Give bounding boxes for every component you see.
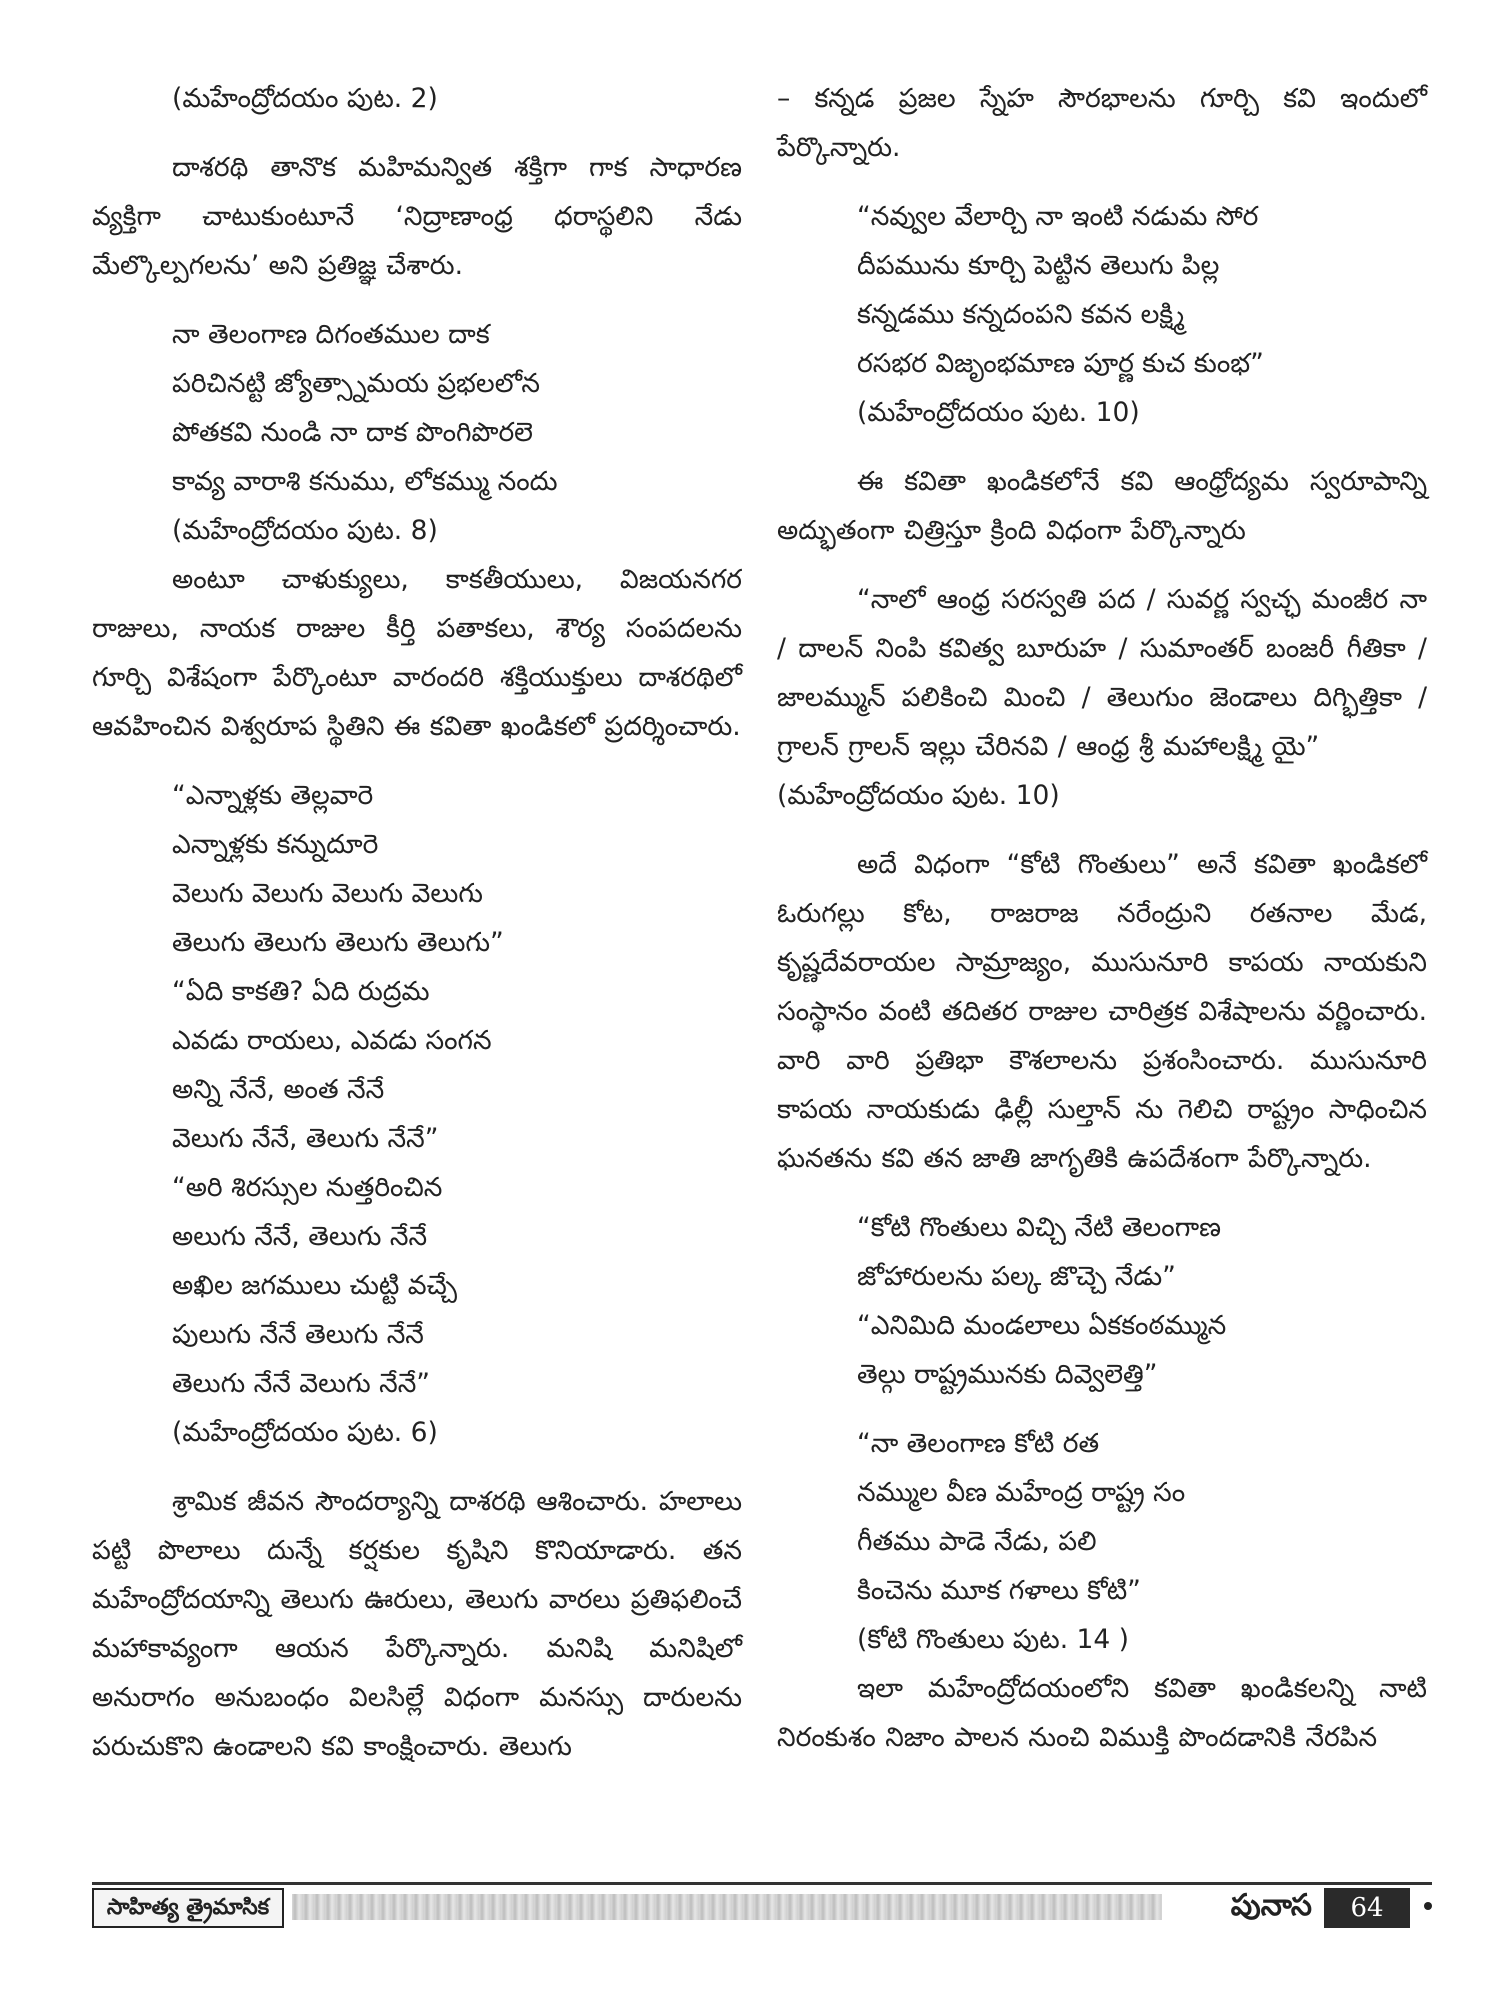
verse-block xyxy=(92,310,742,506)
page-number: 64 xyxy=(1324,1888,1410,1928)
verse-line: పులుగు నేనే తెలుగు నేనే xyxy=(172,1319,424,1350)
right-column xyxy=(777,74,1427,1762)
verse-line: వెలుగు నేనే, తెలుగు నేనే” xyxy=(172,1123,439,1154)
paragraph: ఈ కవితా ఖండికలోనే కవి ఆంధ్రోద్యమ స్వరూపాన్ని అద్భుతంగా చిత్రిస్తూ క్రింది విధంగా పేర్కొన్నారు xyxy=(777,466,1427,546)
footer-dot xyxy=(1424,1902,1432,1910)
footer-rule xyxy=(92,1882,1432,1885)
verse-block xyxy=(777,1203,1427,1399)
paragraph: శ్రామిక జీవన సౌందర్యాన్ని దాశరథి ఆశించారు. హలాలు పట్టి పొలాలు దున్నే కర్షకుల కృషిని కొనియాడారు. తన మహేంద్రోదయాన్ని తెలుగు ఊరులు, తెలుగు వారలు ప్రతిఫలించే మహాకావ్యంగా ఆయన పేర్కొన్నారు. మనిషి మనిషిలో అనురాగం అనుబంధం విలసిల్లే విధంగా మనస్సు దారులను పరుచుకొని ఉండాలని కవి కాంక్షించారు. తెలుగు xyxy=(92,1486,742,1762)
citation: (మహేంద్రోదయం పుట. 6) xyxy=(172,1417,438,1448)
paragraph: – కన్నడ ప్రజల స్నేహ సౌరభాలను గూర్చి కవి ఇందులో పేర్కొన్నారు. xyxy=(777,83,1427,163)
verse-line: “ఎన్నాళ్లకు తెల్లవారె xyxy=(172,780,374,811)
verse-line: వెలుగు వెలుగు వెలుగు వెలుగు xyxy=(172,878,483,909)
paragraph: దాశరథి తానొక మహిమన్విత శక్తిగా గాక సాధారణ వ్యక్తిగా చాటుకుంటూనే ‘నిద్రాణాంధ్ర ధరాస్థలిని నేడు మేల్కొల్పగలను’ అని ప్రతిజ్ఞ చేశారు. xyxy=(92,152,742,281)
verse-line: “అరి శిరస్సుల నుత్తరించిన xyxy=(172,1172,443,1203)
verse-line: దీపమును కూర్చి పెట్టిన తెలుగు పిల్ల xyxy=(857,250,1220,281)
verse-line: అలుగు నేనే, తెలుగు నేనే xyxy=(172,1221,428,1252)
verse-line: రసభర విజృంభమాణ పూర్ణ కుచ కుంభ” xyxy=(857,348,1264,379)
verse-line: గీతము పాడె నేడు, పలి xyxy=(857,1526,1097,1557)
quoted-verse-paragraph: “నాలో ఆంధ్ర సరస్వతి పద / సువర్ణ స్వచ్ఛ మంజీర నా / దాలన్ నింపి కవిత్వ బూరుహ / సుమాంతర్ బంజరీ గీతికా / జాలమ్మున్ పలికించి మించి / తెలుగుం జెండాలు దిగ్భిత్తికా / గ్రాలన్ గ్రాలన్ ఇల్లు చేరినవి / ఆంధ్ర శ్రీ మహాలక్ష్మి యై” xyxy=(777,584,1427,762)
verse-line: ఎన్నాళ్లకు కన్నుదూరె xyxy=(172,829,379,860)
citation: (కోటి గొంతులు పుట. 14 ) xyxy=(857,1624,1130,1655)
paragraph: అదే విధంగా “కోటి గొంతులు” అనే కవితా ఖండికలో ఓరుగల్లు కోట, రాజరాజ నరేంద్రుని రతనాల మేడ, కృష్ణదేవరాయల సామ్రాజ్యం, ముసునూరి కాపయ నాయకుని సంస్థానం వంటి తదితర రాజుల చారిత్రక విశేషాలను వర్ణించారు. వారి వారి ప్రతిభా కౌశలాలను ప్రశంసించారు. ముసునూరి కాపయ నాయకుడు ఢిల్లీ సుల్తాన్ ను గెలిచి రాష్ట్రం సాధించిన ఘనతను కవి తన జాతి జాగృతికి ఉపదేశంగా పేర్కొన్నారు. xyxy=(777,849,1427,1174)
citation: (మహేంద్రోదయం పుట. 8) xyxy=(172,515,438,546)
verse-line: కించెను మూక గళాలు కోటి” xyxy=(857,1575,1141,1606)
magazine-title: పునాస xyxy=(1230,1888,1312,1923)
paragraph: అంటూ చాళుక్యులు, కాకతీయులు, విజయనగర రాజులు, నాయక రాజుల కీర్తి పతాకలు, శౌర్య సంపదలను గూర్చి విశేషంగా పేర్కొంటూ వారందరి శక్తియుక్తులు దాశరథిలో ఆవహించిన విశ్వరూప స్థితిని ఈ కవితా ఖండికలో ప్రదర్శించారు. xyxy=(92,564,742,742)
verse-line: “నా తెలంగాణ కోటి రత xyxy=(857,1428,1100,1459)
magazine-name: సాహిత్య త్రైమాసిక xyxy=(92,1888,284,1928)
citation: (మహేంద్రోదయం పుట. 10) xyxy=(777,780,1060,811)
verse-line: “నవ్వుల వేలార్చి నా ఇంటి నడుమ సోర xyxy=(857,201,1259,232)
left-column xyxy=(92,74,742,1791)
verse-line: జోహారులను పల్క జొచ్చె నేడు” xyxy=(857,1261,1176,1292)
verse-block xyxy=(777,192,1427,388)
verse-block xyxy=(777,1419,1427,1615)
verse-line: నమ్ముల వీణ మహేంద్ర రాష్ట్ర సం xyxy=(857,1477,1186,1508)
verse-line: “ఏది కాకతి? ఏది రుద్రమ xyxy=(172,976,430,1007)
verse-line: అన్ని నేనే, అంత నేనే xyxy=(172,1074,385,1105)
verse-line: అఖిల జగములు చుట్టి వచ్చే xyxy=(172,1270,458,1301)
verse-line: కావ్య వారాశి కనుము, లోకమ్ము నందు xyxy=(172,466,558,497)
verse-line: తెలుగు నేనే వెలుగు నేనే” xyxy=(172,1368,431,1399)
verse-line: నా తెలంగాణ దిగంతముల దాక xyxy=(172,319,490,350)
verse-line: కన్నడము కన్నదంపని కవన లక్ష్మి xyxy=(857,299,1185,330)
citation: (మహేంద్రోదయం పుట. 2) xyxy=(172,83,438,114)
verse-line: తెల్గు రాష్ట్రమునకు దివ్వెలెత్తి” xyxy=(857,1359,1158,1390)
verse-block xyxy=(92,771,742,1408)
footer-decorative-band xyxy=(292,1894,1162,1920)
verse-line: “కోటి గొంతులు విచ్చి నేటి తెలంగాణ xyxy=(857,1212,1221,1243)
citation: (మహేంద్రోదయం పుట. 10) xyxy=(857,397,1140,428)
page-footer xyxy=(92,1880,1432,1930)
verse-line: పరిచినట్టి జ్యోత్స్నామయ ప్రభలలోన xyxy=(172,368,540,399)
verse-line: పోతకవి నుండి నా దాక పొంగిపొరలె xyxy=(172,417,533,448)
paragraph: ఇలా మహేంద్రోదయంలోని కవితా ఖండికలన్ని నాటి నిరంకుశం నిజాం పాలన నుంచి విముక్తి పొందడానికి నేరపిన xyxy=(777,1673,1427,1753)
verse-line: తెలుగు తెలుగు తెలుగు తెలుగు” xyxy=(172,927,504,958)
verse-line: “ఎనిమిది మండలాలు ఏకకంఠమ్మున xyxy=(857,1310,1227,1341)
verse-line: ఎవడు రాయలు, ఎవడు సంగన xyxy=(172,1025,492,1056)
